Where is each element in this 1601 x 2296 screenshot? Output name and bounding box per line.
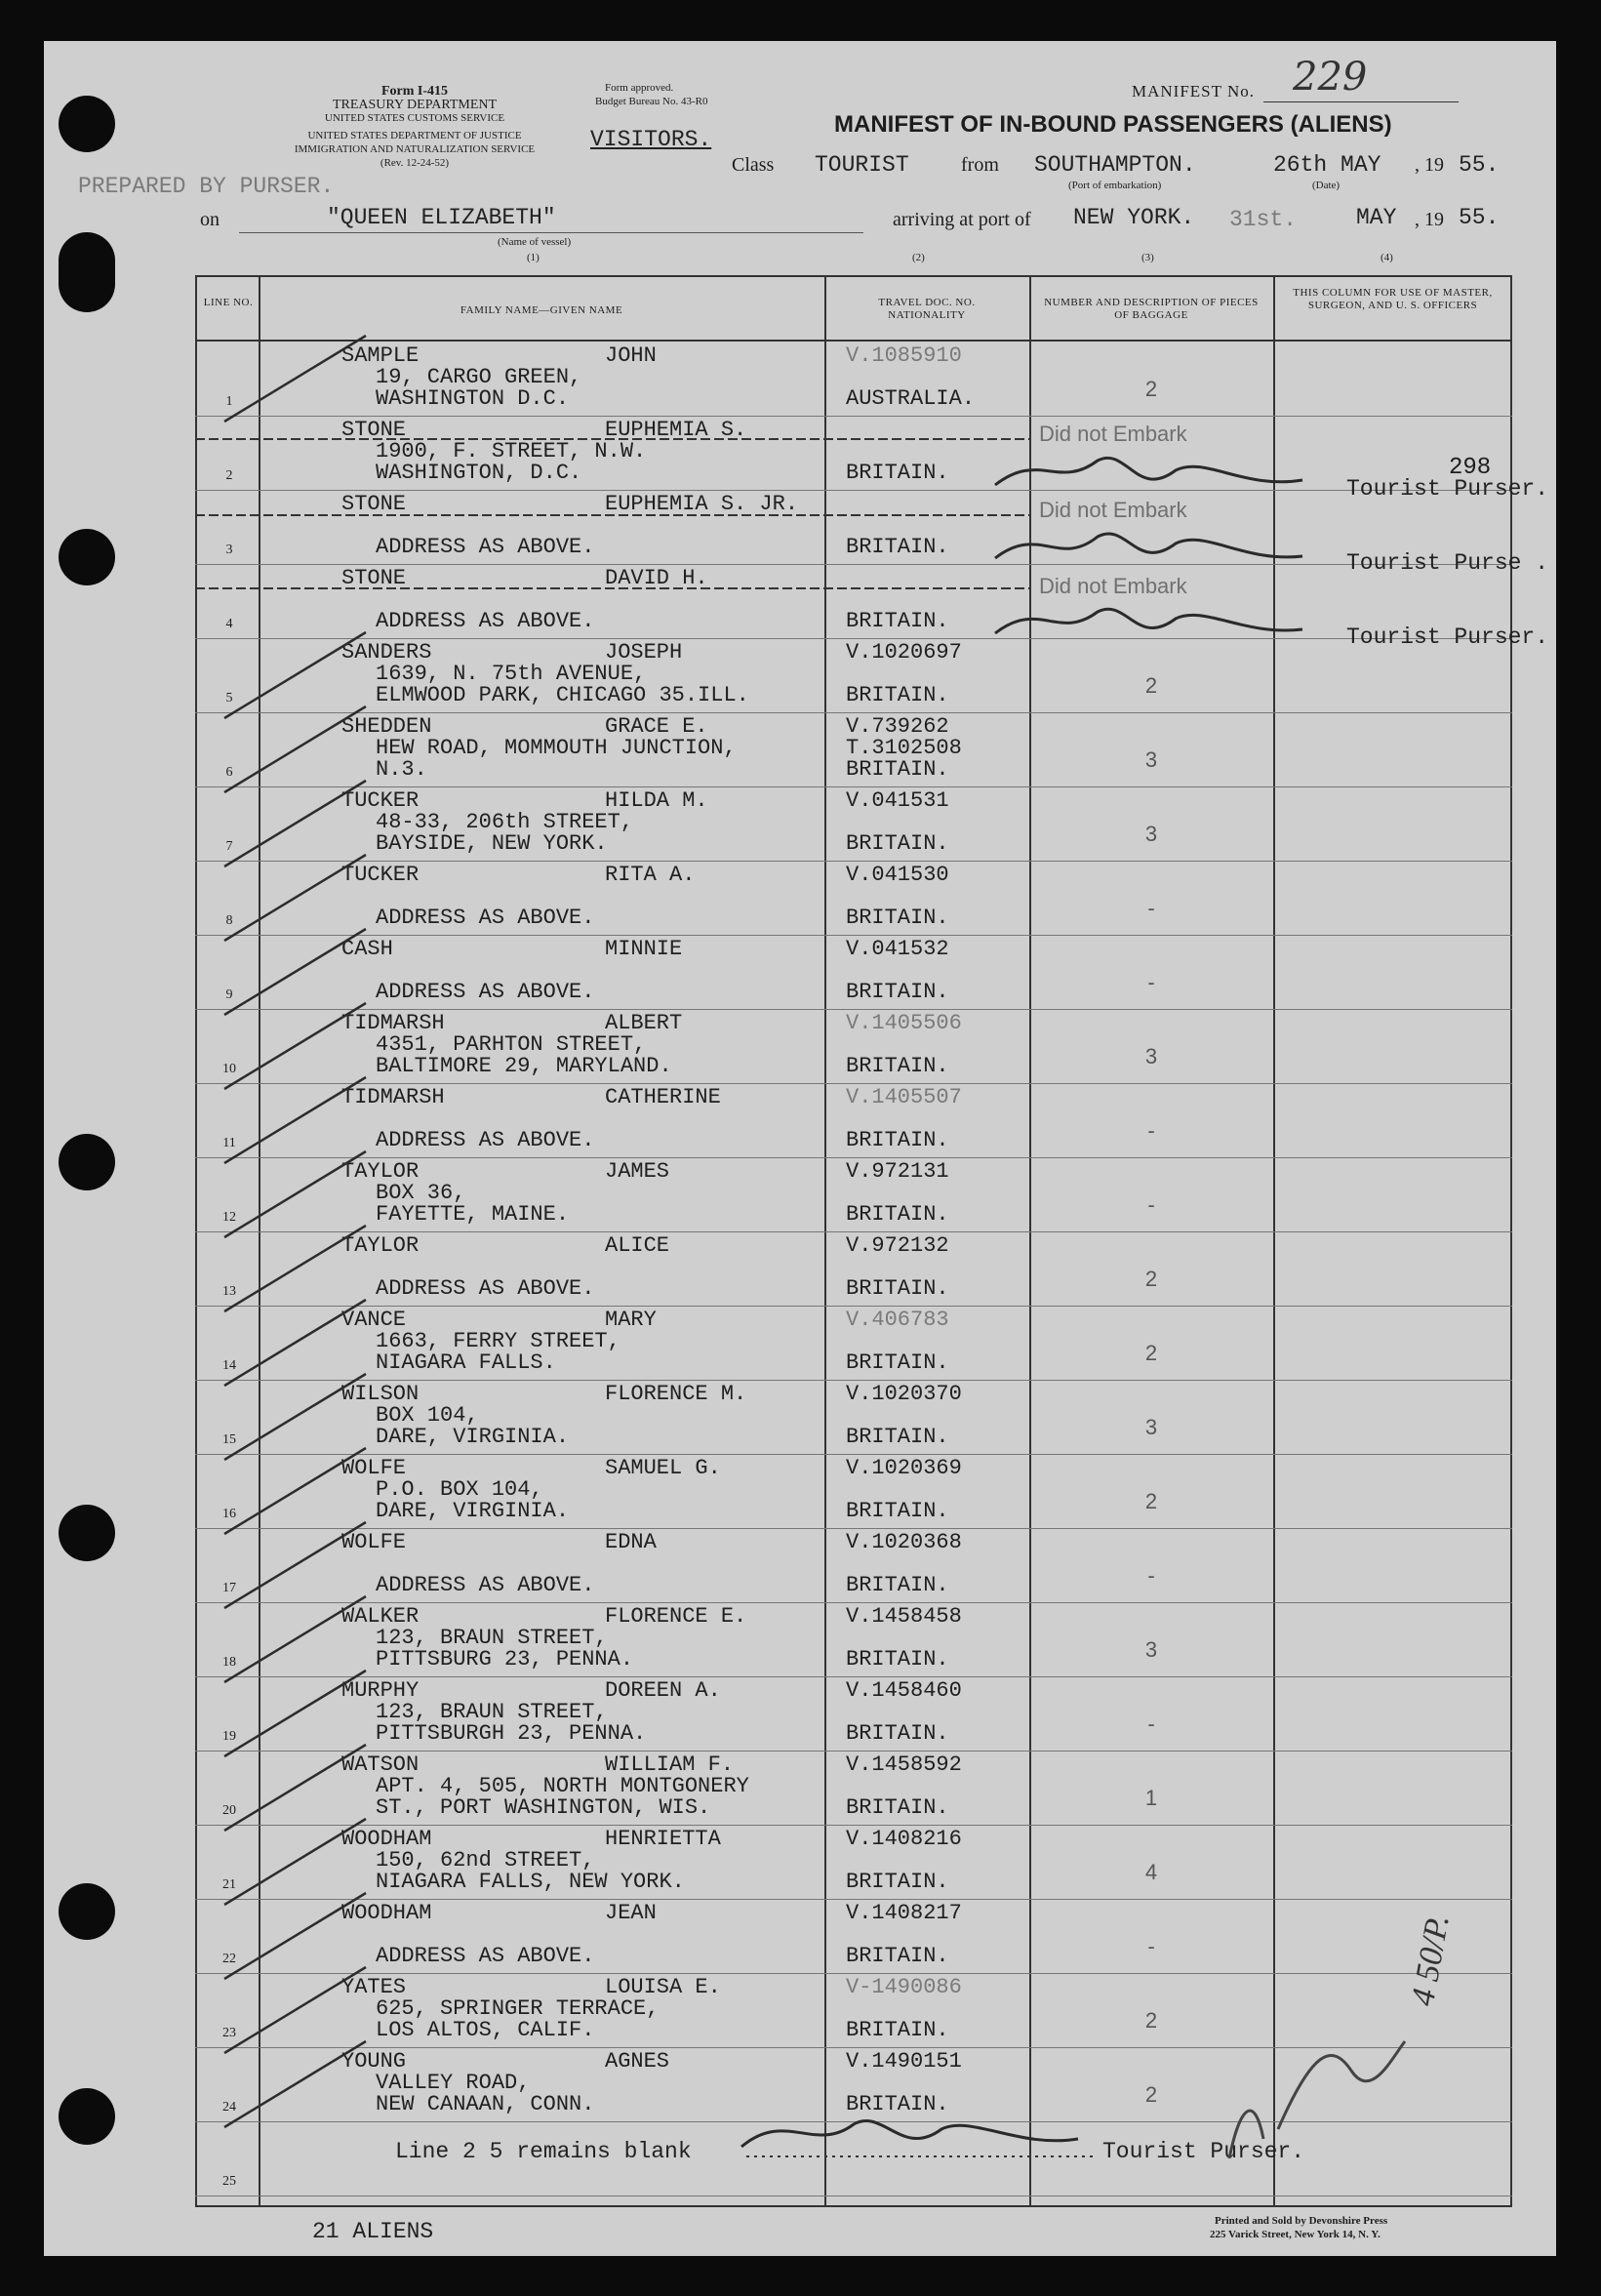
form-revision: (Rev. 12-24-52): [380, 157, 450, 169]
travel-doc-number: V.1405506: [846, 1011, 962, 1035]
check-mark: [224, 929, 366, 1015]
line-number: 24: [222, 2100, 236, 2115]
baggage-count: 2: [1144, 2082, 1158, 2107]
did-not-embark-3: Did not Embark: [1039, 498, 1187, 522]
tourist-purser-2: Tourist Purser.: [1346, 476, 1549, 502]
address-line-2: WASHINGTON, D.C.: [376, 461, 582, 485]
nationality: BRITAIN.: [846, 1054, 949, 1078]
travel-doc-number: V.972132: [846, 1233, 949, 1258]
embarkation-port: SOUTHAMPTON.: [1034, 152, 1196, 178]
check-mark: [224, 781, 366, 866]
given-name: ALICE: [605, 1233, 670, 1258]
given-name: ALBERT: [605, 1011, 683, 1035]
column-number-3: (3): [1141, 252, 1154, 263]
family-name: TAYLOR: [341, 1159, 420, 1184]
address-line-1: 123, BRAUN STREET,: [376, 1700, 608, 1724]
baggage-count: -: [1147, 1934, 1155, 1958]
baggage-count: 3: [1144, 822, 1158, 846]
address-line-2: DARE, VIRGINIA.: [376, 1499, 570, 1523]
address-line-1: 19, CARGO GREEN,: [376, 365, 582, 389]
given-name: RITA A.: [605, 863, 696, 887]
check-mark: [224, 1819, 366, 1905]
check-mark: [224, 1448, 366, 1534]
check-mark: [224, 336, 366, 422]
address-line-1: HEW ROAD, MOMMOUTH JUNCTION,: [376, 736, 737, 760]
vessel-caption: (Name of vessel): [498, 236, 572, 248]
nationality: BRITAIN.: [846, 683, 949, 707]
arrival-month: MAY: [1356, 205, 1397, 230]
nationality: BRITAIN.: [846, 1870, 949, 1894]
family-name: WALKER: [341, 1604, 420, 1629]
check-mark: [224, 1522, 366, 1608]
line-number: 14: [222, 1358, 236, 1373]
line-number: 15: [222, 1432, 236, 1447]
check-mark: [224, 1003, 366, 1089]
baggage-count: 2: [1144, 1489, 1158, 1513]
address-line-2: ADDRESS AS ABOVE.: [376, 1128, 595, 1152]
address-line-1: 4351, PARHTON STREET,: [376, 1032, 647, 1057]
given-name: GRACE E.: [605, 714, 708, 739]
printer-line-1: Printed and Sold by Devonshire Press: [1215, 2215, 1388, 2227]
family-name: WOLFE: [341, 1456, 407, 1480]
check-mark: [224, 1967, 366, 2053]
nationality: BRITAIN.: [846, 1128, 949, 1152]
line-number: 6: [225, 765, 233, 780]
line-number: 11: [222, 1136, 236, 1150]
travel-doc-number: V.1408216: [846, 1827, 962, 1851]
address-line-2: BALTIMORE 29, MARYLAND.: [376, 1054, 672, 1078]
baggage-count: 3: [1144, 747, 1158, 772]
line-number: 25: [222, 2174, 236, 2189]
address-line-1: 1663, FERRY STREET,: [376, 1329, 620, 1353]
check-mark: [224, 855, 366, 941]
given-name: CATHERINE: [605, 1085, 721, 1109]
travel-doc-number: V.1020370: [846, 1382, 962, 1406]
family-name: CASH: [341, 937, 393, 961]
given-name: MINNIE: [605, 937, 683, 961]
prepared-by-purser: PREPARED BY PURSER.: [78, 174, 335, 199]
line-number: 17: [222, 1581, 236, 1595]
check-mark: [224, 706, 366, 792]
on-label: on: [200, 209, 220, 230]
line-number: 18: [222, 1655, 236, 1670]
nationality: BRITAIN.: [846, 1499, 949, 1523]
vessel-name: "QUEEN ELIZABETH": [327, 205, 556, 230]
date-caption: (Date): [1312, 180, 1341, 191]
strike-lines: [195, 439, 1029, 588]
line-number: 21: [222, 1877, 236, 1892]
handwriting-overlay: [44, 41, 1556, 2256]
manifest-sheet: [44, 41, 1556, 2256]
family-name: TIDMARSH: [341, 1011, 445, 1035]
nationality: BRITAIN.: [846, 906, 949, 930]
address-line-2: ST., PORT WASHINGTON, WIS.: [376, 1795, 711, 1820]
address-line-1: BOX 104,: [376, 1403, 479, 1428]
given-name: DOREEN A.: [605, 1678, 721, 1703]
address-line-2: ELMWOOD PARK, CHICAGO 35.ILL.: [376, 683, 749, 707]
address-line-1: 1639, N. 75th AVENUE,: [376, 662, 647, 686]
family-name: TUCKER: [341, 788, 420, 813]
baggage-count: 3: [1144, 1415, 1158, 1439]
arrival-year-prefix: , 19: [1415, 209, 1444, 230]
family-name: YATES: [341, 1975, 407, 1999]
from-label: from: [961, 154, 999, 176]
family-name: WOODHAM: [341, 1827, 432, 1851]
line-number: 12: [222, 1210, 236, 1225]
check-mark: [224, 1596, 366, 1682]
line-number: 23: [222, 2026, 236, 2040]
family-name: STONE: [341, 418, 407, 442]
ref-298: 298: [1449, 455, 1492, 481]
baggage-count: 3: [1144, 1044, 1158, 1068]
baggage-count: 2: [1144, 2008, 1158, 2033]
given-name: AGNES: [605, 2049, 670, 2074]
family-name: WATSON: [341, 1752, 420, 1777]
given-name: HILDA M.: [605, 788, 708, 813]
header-line-no: LINE NO.: [203, 297, 254, 308]
aliens-total: 21 ALIENS: [312, 2219, 434, 2244]
family-name: VANCE: [341, 1308, 407, 1332]
address-line-1: APT. 4, 505, NORTH MONTGONERY: [376, 1774, 749, 1798]
address-line-2: N.3.: [376, 757, 427, 782]
family-name: TAYLOR: [341, 1233, 420, 1258]
dept-customs: UNITED STATES CUSTOMS SERVICE: [324, 112, 505, 124]
baggage-count: 2: [1144, 1267, 1158, 1291]
arriving-label: arriving at port of: [893, 209, 1031, 230]
nationality: BRITAIN.: [846, 831, 949, 856]
nationality: BRITAIN.: [846, 2018, 949, 2042]
baggage-count: 3: [1144, 1637, 1158, 1662]
line-25-blank: Line 2 5 remains blank: [395, 2139, 692, 2164]
family-name: STONE: [341, 566, 407, 590]
check-mark: [224, 632, 366, 718]
address-line-2: BAYSIDE, NEW YORK.: [376, 831, 608, 856]
travel-doc-number: V.1020368: [846, 1530, 962, 1554]
line-number: 10: [222, 1062, 236, 1076]
check-mark: [224, 2041, 366, 2127]
travel-doc-number: V.406783: [846, 1308, 949, 1332]
initials-mark: [1229, 2041, 1405, 2158]
nationality: BRITAIN.: [846, 1350, 949, 1375]
baggage-count: 2: [1144, 1341, 1158, 1365]
address-line-2: NIAGARA FALLS, NEW YORK.: [376, 1870, 685, 1894]
line-number: 22: [222, 1952, 236, 1966]
nationality: BRITAIN.: [846, 461, 949, 485]
family-name: WOODHAM: [341, 1901, 432, 1925]
address-line-1: 150, 62nd STREET,: [376, 1848, 595, 1873]
given-name: DAVID H.: [605, 566, 708, 590]
travel-doc-number: V.1458458: [846, 1604, 962, 1629]
given-name: FLORENCE E.: [605, 1604, 747, 1629]
check-mark: [224, 1671, 366, 1756]
did-not-embark-2: Did not Embark: [1039, 422, 1187, 446]
departure-year: 55.: [1459, 152, 1500, 178]
address-line-2: ADDRESS AS ABOVE.: [376, 980, 595, 1004]
address-line-1: 48-33, 206th STREET,: [376, 810, 634, 834]
given-name: LOUISA E.: [605, 1975, 721, 1999]
arrival-year: 55.: [1459, 205, 1500, 230]
address-line-2: FAYETTE, MAINE.: [376, 1202, 570, 1227]
baggage-count: -: [1147, 970, 1155, 994]
baggage-count: 1: [1144, 1786, 1158, 1810]
travel-doc-number: V-1490086: [846, 1975, 962, 1999]
given-name: FLORENCE M.: [605, 1382, 747, 1406]
address-line-2: NEW CANAAN, CONN.: [376, 2092, 595, 2116]
nationality: BRITAIN.: [846, 1647, 949, 1672]
line-number: 9: [225, 987, 233, 1002]
check-mark: [224, 1077, 366, 1163]
address-line-2: ADDRESS AS ABOVE.: [376, 906, 595, 930]
travel-doc-number: V.1458592: [846, 1752, 962, 1777]
tourist-purser-3: Tourist Purse .: [1346, 550, 1549, 576]
baggage-count: -: [1147, 1192, 1155, 1217]
line-number: 20: [222, 1803, 236, 1818]
travel-doc-number: V.1490151: [846, 2049, 962, 2074]
arrival-day: 31st.: [1229, 207, 1298, 232]
line-number: 2: [225, 468, 233, 483]
tourist-purser-4: Tourist Purser.: [1346, 624, 1549, 650]
address-line-2: PITTSBURG 23, PENNA.: [376, 1647, 634, 1672]
address-line-2: WASHINGTON D.C.: [376, 386, 570, 411]
check-mark: [224, 1745, 366, 1831]
address-line-1: 625, SPRINGER TERRACE,: [376, 1996, 660, 2021]
baggage-count: -: [1147, 1712, 1155, 1736]
form-approved: Form approved.: [605, 82, 674, 94]
line-number: 3: [225, 543, 233, 557]
given-name: EUPHEMIA S.: [605, 418, 747, 442]
travel-doc-number: V.1458460: [846, 1678, 962, 1703]
column-number-2: (2): [912, 252, 925, 263]
header-baggage: NUMBER AND DESCRIPTION OF PIECES OF BAGGAGE: [1044, 297, 1259, 321]
column-number-1: (1): [527, 252, 540, 263]
travel-doc-number: V.972131: [846, 1159, 949, 1184]
did-not-embark-4: Did not Embark: [1039, 574, 1187, 598]
family-name: MURPHY: [341, 1678, 420, 1703]
header-officers: THIS COLUMN FOR USE OF MASTER, SURGEON, AND U. S. OFFICERS: [1293, 287, 1493, 311]
visitors-label: VISITORS.: [590, 127, 712, 152]
family-name: STONE: [341, 492, 407, 516]
address-line-2: ADDRESS AS ABOVE.: [376, 535, 595, 559]
baggage-count: -: [1147, 896, 1155, 920]
line-number: 5: [225, 691, 233, 705]
nationality: BRITAIN.: [846, 1425, 949, 1449]
dept-justice: UNITED STATES DEPARTMENT OF JUSTICE: [307, 130, 522, 141]
travel-doc-number: V.041531: [846, 788, 949, 813]
family-name: SHEDDEN: [341, 714, 432, 739]
baggage-count: 4: [1144, 1860, 1158, 1884]
line-number: 19: [222, 1729, 236, 1744]
dept-ins: IMMIGRATION AND NATURALIZATION SERVICE: [294, 143, 536, 155]
address-line-2: ADDRESS AS ABOVE.: [376, 1944, 595, 1968]
travel-doc-number: V.1085910: [846, 343, 962, 368]
given-name: JOSEPH: [605, 640, 683, 665]
departure-year-prefix: , 19: [1415, 154, 1444, 176]
tourist-purser-footer: Tourist Purser.: [1102, 2139, 1305, 2164]
travel-doc-number: V.1408217: [846, 1901, 962, 1925]
line-number: 8: [225, 913, 233, 928]
given-name: EDNA: [605, 1530, 657, 1554]
family-name: SANDERS: [341, 640, 432, 665]
address-line-2: ADDRESS AS ABOVE.: [376, 1276, 595, 1301]
check-mark: [224, 1300, 366, 1386]
address-line-2: PITTSBURGH 23, PENNA.: [376, 1721, 647, 1746]
family-name: WILSON: [341, 1382, 420, 1406]
nationality: BRITAIN.: [846, 757, 949, 782]
column-number-4: (4): [1381, 252, 1393, 263]
nationality: AUSTRALIA.: [846, 386, 976, 411]
given-name: JEAN: [605, 1901, 657, 1925]
given-name: JOHN: [605, 343, 657, 368]
nationality: BRITAIN.: [846, 1944, 949, 1968]
baggage-count: -: [1147, 1118, 1155, 1143]
line-number: 13: [222, 1284, 236, 1299]
header-name: FAMILY NAME—GIVEN NAME: [460, 304, 623, 316]
purser-signature: [741, 458, 1302, 2147]
printer-line-2: 225 Varick Street, New York 14, N. Y.: [1210, 2229, 1381, 2240]
address-line-1: P.O. BOX 104,: [376, 1477, 543, 1502]
class-value: TOURIST: [815, 152, 909, 178]
manifest-no-label: MANIFEST No.: [1132, 82, 1255, 101]
nationality: BRITAIN.: [846, 1795, 949, 1820]
check-mark: [224, 1226, 366, 1311]
family-name: WOLFE: [341, 1530, 407, 1554]
manifest-title: MANIFEST OF IN-BOUND PASSENGERS (ALIENS): [834, 111, 1392, 138]
given-name: EUPHEMIA S. JR.: [605, 492, 799, 516]
check-marks: [224, 336, 366, 2127]
check-mark: [224, 1151, 366, 1237]
family-name: TIDMARSH: [341, 1085, 445, 1109]
travel-doc-number: V.739262: [846, 714, 949, 739]
dept-treasury: TREASURY DEPARTMENT: [332, 98, 498, 112]
nationality: BRITAIN.: [846, 980, 949, 1004]
nationality: BRITAIN.: [846, 1573, 949, 1597]
address-line-1: 1900, F. STREET, N.W.: [376, 439, 647, 463]
nationality: BRITAIN.: [846, 1202, 949, 1227]
check-mark: [224, 1374, 366, 1460]
arrival-port: NEW YORK.: [1073, 205, 1195, 230]
address-line-2: ADDRESS AS ABOVE.: [376, 609, 595, 633]
budget-bureau: Budget Bureau No. 43-R0: [595, 96, 708, 107]
travel-doc-number-alt: T.3102508: [846, 736, 962, 760]
baggage-count: -: [1147, 1563, 1155, 1588]
margin-note: 4 50/P.: [1405, 1912, 1457, 2009]
class-label: Class: [732, 154, 775, 176]
line-number: 4: [225, 617, 233, 631]
departure-date: 26th MAY: [1273, 152, 1381, 178]
manifest-number: 229: [1293, 55, 1368, 100]
nationality: BRITAIN.: [846, 535, 949, 559]
travel-doc-number: V.041530: [846, 863, 949, 887]
line-number: 16: [222, 1507, 236, 1521]
check-mark: [224, 1893, 366, 1979]
nationality: BRITAIN.: [846, 1721, 949, 1746]
address-line-2: DARE, VIRGINIA.: [376, 1425, 570, 1449]
address-line-1: 123, BRAUN STREET,: [376, 1626, 608, 1650]
address-line-2: ADDRESS AS ABOVE.: [376, 1573, 595, 1597]
embarkation-caption: (Port of embarkation): [1068, 180, 1162, 191]
travel-doc-number: V.1020369: [846, 1456, 962, 1480]
line-number: 7: [225, 839, 233, 854]
family-name: SAMPLE: [341, 343, 420, 368]
address-line-1: BOX 36,: [376, 1181, 466, 1205]
given-name: WILLIAM F.: [605, 1752, 735, 1777]
form-id: Form I-415: [380, 84, 449, 99]
travel-doc-number: V.1020697: [846, 640, 962, 665]
address-line-2: NIAGARA FALLS.: [376, 1350, 556, 1375]
nationality: BRITAIN.: [846, 1276, 949, 1301]
baggage-count: 2: [1144, 377, 1158, 401]
given-name: JAMES: [605, 1159, 670, 1184]
given-name: HENRIETTA: [605, 1827, 721, 1851]
address-line-1: VALLEY ROAD,: [376, 2071, 531, 2095]
given-name: SAMUEL G.: [605, 1456, 721, 1480]
family-name: YOUNG: [341, 2049, 407, 2074]
nationality: BRITAIN.: [846, 2092, 949, 2116]
travel-doc-number: V.041532: [846, 937, 949, 961]
nationality: BRITAIN.: [846, 609, 949, 633]
address-line-2: LOS ALTOS, CALIF.: [376, 2018, 595, 2042]
given-name: MARY: [605, 1308, 657, 1332]
baggage-count: 2: [1144, 673, 1158, 698]
family-name: TUCKER: [341, 863, 420, 887]
header-travel-doc: TRAVEL DOC. NO. NATIONALITY: [878, 297, 976, 321]
travel-doc-number: V.1405507: [846, 1085, 962, 1109]
line-number: 1: [225, 394, 233, 409]
